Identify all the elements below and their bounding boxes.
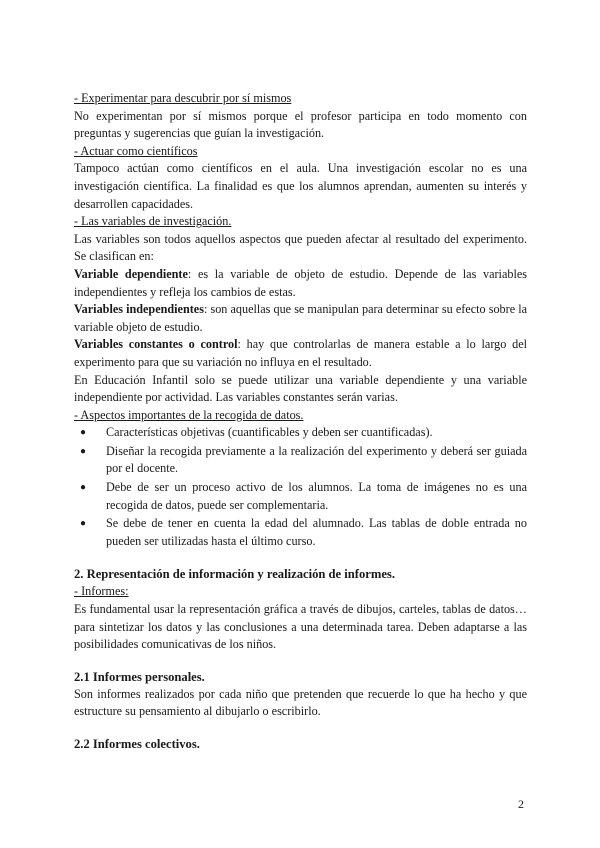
section-title-informes-personales: 2.1 Informes personales. [74, 669, 205, 684]
paragraph-cientificos: Tampoco actúan como científicos en el aula. Una investigación escolar no es una investigación científica. La finalidad es que los alumnos aprendan, aumenten su interés y desarrollen capacidades. [74, 161, 527, 211]
section-heading-cientificos: - Actuar como científicos [74, 143, 198, 158]
document-page [74, 90, 527, 753]
term-independientes: Variables independientes [74, 302, 204, 317]
spacer [74, 721, 527, 735]
paragraph-variables-intro: Las variables son todos aquellos aspectos que pueden afectar al resultado del experimento. Se clasifican en: [74, 231, 527, 264]
page-number: 2 [518, 797, 524, 811]
paragraph-informes: Es fundamental usar la representación gráfica a través de dibujos, carteles, tablas de datos… para sintetizar los datos y las conclusiones a una determinada tarea. Deben adaptarse a las posibilidades comunicativas de los niños. [74, 602, 527, 652]
spacer [74, 551, 527, 565]
definition-constantes [74, 336, 527, 371]
section-heading-variables: - Las variables de investigación. [74, 214, 232, 229]
list-item: ● Se debe de tener en cuenta la edad del alumnado. Las tablas de doble entrada no pueden ser utilizadas hasta el último curso. [106, 515, 527, 550]
paragraph-experimentar: No experimentan por sí mismos porque el profesor participa en todo momento con preguntas y sugerencias que guían la investigación. [74, 108, 527, 141]
section-heading-recogida: - Aspectos importantes de la recogida de datos. [74, 407, 304, 422]
list-item: ● Características objetivas (cuantificables y deben ser cuantificadas). [106, 424, 527, 442]
section-title-informes-colectivos: 2.2 Informes colectivos. [74, 737, 200, 751]
definition-dependiente [74, 266, 527, 301]
list-item: ● Diseñar la recogida previamente a la realización del experimento y deberá ser guiada por el docente. [106, 443, 527, 478]
text-independientes: : son aquellas que se manipulan para determinar su efecto sobre la variable objeto de estudio. [74, 302, 527, 334]
paragraph-informes-personales: Son informes realizados por cada niño que pretenden que recuerde lo que ha hecho y que estructure su pensamiento al dibujarlo o escribirlo. [74, 686, 527, 719]
section-heading-informes: - Informes: [74, 584, 129, 599]
text-constantes: : hay que controlarlas de manera estable a lo largo del experimento para que su variación no influya en el resultado. [74, 337, 527, 369]
term-constantes: Variables constantes o control [74, 337, 238, 352]
list-item: ● Debe de ser un proceso activo de los alumnos. La toma de imágenes no es una recogida de datos, puede ser complementaria. [106, 479, 527, 514]
paragraph-infantil-note: En Educación Infantil solo se puede utilizar una variable dependiente y una variable independiente por actividad. Las variables constantes serán varias. [74, 372, 527, 405]
definition-independientes [74, 301, 527, 336]
section-title-representacion: 2. Representación de información y realización de informes. [74, 567, 395, 582]
term-dependiente: Variable dependiente [74, 266, 188, 281]
spacer [74, 654, 527, 668]
bullet-list-recogida [74, 424, 527, 550]
text-dependiente: : es la variable de objeto de estudio. Depende de las variables independientes y refleja los cambios de estas. [74, 266, 527, 299]
section-heading-experimentar: - Experimentar para descubrir por sí mismos [74, 91, 292, 105]
